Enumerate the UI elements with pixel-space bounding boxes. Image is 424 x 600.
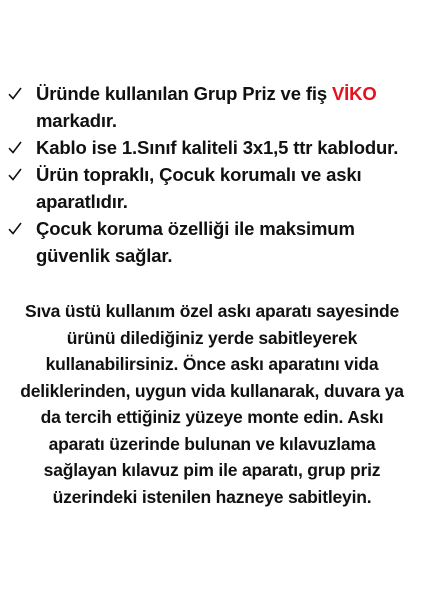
- brand-name: VİKO: [331, 83, 377, 104]
- feature-list: [8, 80, 416, 269]
- paragraph-line: üzerindeki istenilen hazneye sabitleyin.: [52, 486, 372, 507]
- paragraph-line: kullanabilirsiniz. Önce askı aparatını vida: [45, 354, 379, 374]
- paragraph-line: deliklerinden, uygun vida kullanarak, duvara ya: [20, 380, 404, 401]
- feature-text: Kablo ise 1.Sınıf kaliteli 3x1,5 ttr kablodur.: [36, 137, 399, 158]
- feature-item-cable: [8, 134, 416, 161]
- checkmark-icon: [8, 134, 36, 154]
- paragraph-line: sağlayan kılavuz pim ile aparatı, grup priz: [43, 460, 381, 480]
- paragraph-line: ürünü dilediğiniz yerde sabitleyerek: [66, 327, 358, 348]
- paragraph-line: aparatı üzerinde bulunan ve kılavuzlama: [48, 433, 376, 454]
- paragraph-line: Sıva üstü kullanım özel askı aparatı sayesinde: [24, 301, 400, 321]
- paragraph-line: da tercih ettiğiniz yüzeye monte edin. Askı: [40, 407, 384, 427]
- feature-text: [36, 80, 416, 134]
- feature-text-part: Üründe kullanılan Grup Priz ve fiş: [36, 83, 327, 104]
- feature-text-part: markadır.: [36, 110, 117, 131]
- feature-item-grounding: [8, 161, 416, 215]
- feature-item-child-safety: [8, 215, 416, 269]
- feature-text: Çocuk koruma özelliği ile maksimum güvenlik sağlar.: [36, 218, 355, 266]
- checkmark-icon: [8, 80, 36, 100]
- checkmark-icon: [8, 161, 36, 181]
- installation-paragraph: [0, 298, 424, 510]
- feature-text: Ürün topraklı, Çocuk korumalı ve askı aparatlıdır.: [36, 164, 362, 212]
- feature-item-brand: [8, 80, 416, 134]
- checkmark-icon: [8, 215, 36, 235]
